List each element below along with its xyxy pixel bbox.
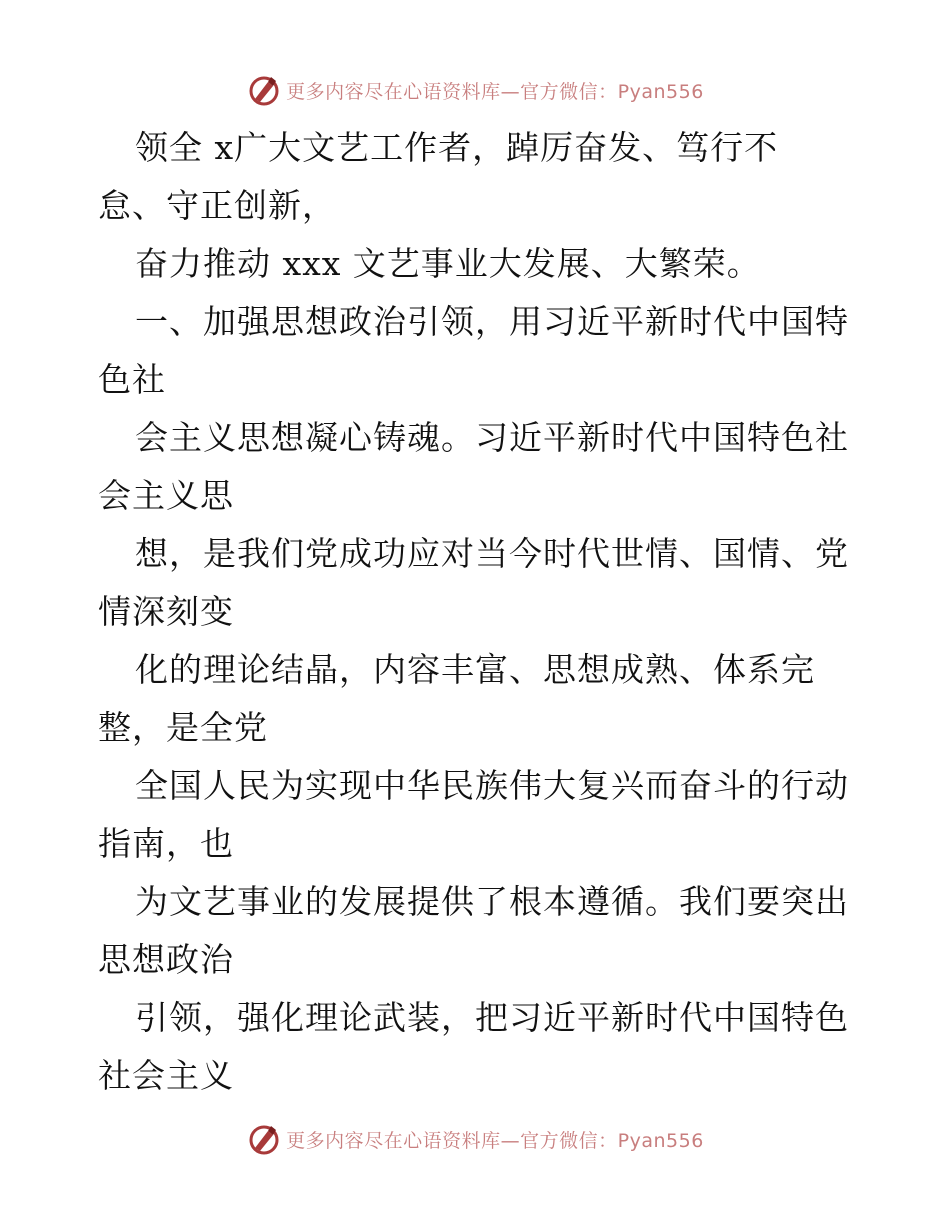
- body-line: 想，是我们党成功应对当今时代世情、国情、党: [135, 534, 849, 573]
- body-line: 社会主义: [98, 1056, 234, 1095]
- body-line: 怠、守正创新，: [98, 186, 336, 225]
- body-line: 化的理论结晶，内容丰富、思想成熟、体系完: [135, 650, 815, 689]
- body-line: 色社: [98, 360, 166, 399]
- body-line: 思想政治: [98, 940, 234, 979]
- body-line: 指南，也: [98, 824, 234, 863]
- pen-logo-icon: [246, 1121, 282, 1157]
- body-line: 全国人民为实现中华民族伟大复兴而奋斗的行动: [135, 766, 849, 805]
- header-banner-text: 更多内容尽在心语资料库—官方微信：Pyan556: [286, 80, 704, 103]
- footer-banner: [0, 1117, 950, 1161]
- body-line: 引领，强化理论武装，把习近平新时代中国特色: [135, 998, 849, 1037]
- footer-banner-text: 更多内容尽在心语资料库—官方微信：Pyan556: [286, 1129, 704, 1152]
- body-line: 整，是全党: [98, 708, 268, 747]
- body-line: 会主义思想凝心铸魂。习近平新时代中国特色社: [135, 418, 849, 457]
- body-line: 领全 x广大文艺工作者，踔厉奋发、笃行不: [135, 128, 779, 167]
- pen-logo-icon: [246, 72, 282, 108]
- body-line: 情深刻变: [98, 592, 234, 631]
- header-banner: [0, 68, 950, 112]
- body-line: 为文艺事业的发展提供了根本遵循。我们要突出: [135, 882, 849, 921]
- body-line: 会主义思: [98, 476, 234, 515]
- body-line: 奋力推动 xxx 文艺事业大发展、大繁荣。: [135, 244, 761, 283]
- body-line: 一、加强思想政治引领，用习近平新时代中国特: [135, 302, 849, 341]
